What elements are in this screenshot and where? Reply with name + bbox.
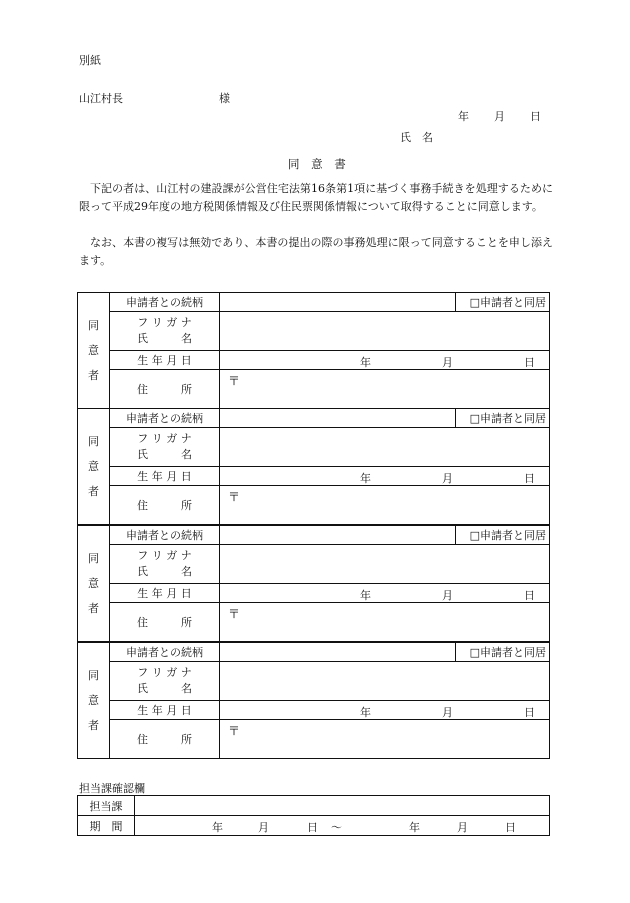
period-field[interactable]: 年 月 日 ～ 年 月 日 bbox=[135, 816, 550, 836]
consent-block bbox=[77, 292, 550, 409]
address-label: 住 所 bbox=[110, 486, 220, 525]
name-field[interactable] bbox=[220, 428, 550, 467]
consent-side-label: 同 意 者 bbox=[78, 293, 110, 409]
birthdate-field[interactable]: 年 月 日 bbox=[220, 584, 550, 603]
relation-field[interactable] bbox=[220, 293, 456, 312]
furigana-name-label: フ リ ガ ナ 氏 名 bbox=[110, 545, 220, 584]
birthdate-label: 生 年 月 日 bbox=[110, 701, 220, 720]
address-field[interactable] bbox=[220, 486, 550, 525]
dept-label: 担当課 bbox=[78, 796, 135, 816]
cohabit-checkbox[interactable]: □申請者と同居 bbox=[456, 643, 550, 662]
postal-mark: 〒 bbox=[228, 607, 241, 621]
name-field[interactable] bbox=[220, 312, 550, 351]
relation-label: 申請者との続柄 bbox=[110, 409, 220, 428]
furigana-name-label: フ リ ガ ナ 氏 名 bbox=[110, 662, 220, 701]
relation-field[interactable] bbox=[220, 409, 456, 428]
address-label: 住 所 bbox=[110, 603, 220, 642]
addressee-name: 山江村長 bbox=[79, 92, 123, 105]
furigana-name-label: フ リ ガ ナ 氏 名 bbox=[110, 312, 220, 351]
confirmation-table bbox=[77, 795, 550, 836]
postal-mark: 〒 bbox=[228, 490, 241, 504]
birthdate-label: 生 年 月 日 bbox=[110, 584, 220, 603]
relation-field[interactable] bbox=[220, 526, 456, 545]
dept-field[interactable] bbox=[135, 796, 550, 816]
document-title: 同 意 書 bbox=[288, 157, 350, 171]
consent-block bbox=[77, 642, 550, 759]
date-day-unit: 日 bbox=[530, 110, 541, 123]
relation-label: 申請者との続柄 bbox=[110, 643, 220, 662]
consent-block bbox=[77, 525, 550, 642]
address-field[interactable] bbox=[220, 603, 550, 642]
cohabit-checkbox[interactable]: □申請者と同居 bbox=[456, 526, 550, 545]
period-label: 期 間 bbox=[78, 816, 135, 836]
body-paragraph-1: 下記の者は、山江村の建設課が公営住宅法第16条第1項に基づく事務手続きを処理するために限って平成29年度の地方税関係情報及び住民票関係情報について取得することに同意します。 bbox=[79, 182, 553, 213]
name-field[interactable] bbox=[220, 545, 550, 584]
postal-mark: 〒 bbox=[228, 374, 241, 388]
address-field[interactable] bbox=[220, 370, 550, 409]
birthdate-field[interactable]: 年 月 日 bbox=[220, 467, 550, 486]
birthdate-field[interactable]: 年 月 日 bbox=[220, 351, 550, 370]
relation-label: 申請者との続柄 bbox=[110, 526, 220, 545]
confirmation-heading: 担当課確認欄 bbox=[79, 782, 145, 795]
birthdate-label: 生 年 月 日 bbox=[110, 467, 220, 486]
consent-side-label: 同 意 者 bbox=[78, 526, 110, 642]
consent-side-label: 同 意 者 bbox=[78, 409, 110, 525]
relation-label: 申請者との続柄 bbox=[110, 293, 220, 312]
consent-side-label: 同 意 者 bbox=[78, 643, 110, 759]
cohabit-checkbox[interactable]: □申請者と同居 bbox=[456, 409, 550, 428]
address-label: 住 所 bbox=[110, 720, 220, 759]
address-field[interactable] bbox=[220, 720, 550, 759]
cohabit-checkbox[interactable]: □申請者と同居 bbox=[456, 293, 550, 312]
postal-mark: 〒 bbox=[228, 724, 241, 738]
birthdate-field[interactable]: 年 月 日 bbox=[220, 701, 550, 720]
birthdate-label: 生 年 月 日 bbox=[110, 351, 220, 370]
date-month-unit: 月 bbox=[494, 110, 505, 123]
body-paragraph-2: なお、本書の複写は無効であり、本書の提出の際の事務処理に限って同意することを申し添えます。 bbox=[79, 236, 553, 267]
signer-label: 氏 名 bbox=[400, 131, 433, 144]
relation-field[interactable] bbox=[220, 643, 456, 662]
date-year-unit: 年 bbox=[458, 110, 469, 123]
addressee-honorific: 様 bbox=[219, 92, 230, 105]
attachment-label: 別紙 bbox=[79, 54, 101, 67]
address-label: 住 所 bbox=[110, 370, 220, 409]
consent-block bbox=[77, 408, 550, 525]
name-field[interactable] bbox=[220, 662, 550, 701]
furigana-name-label: フ リ ガ ナ 氏 名 bbox=[110, 428, 220, 467]
